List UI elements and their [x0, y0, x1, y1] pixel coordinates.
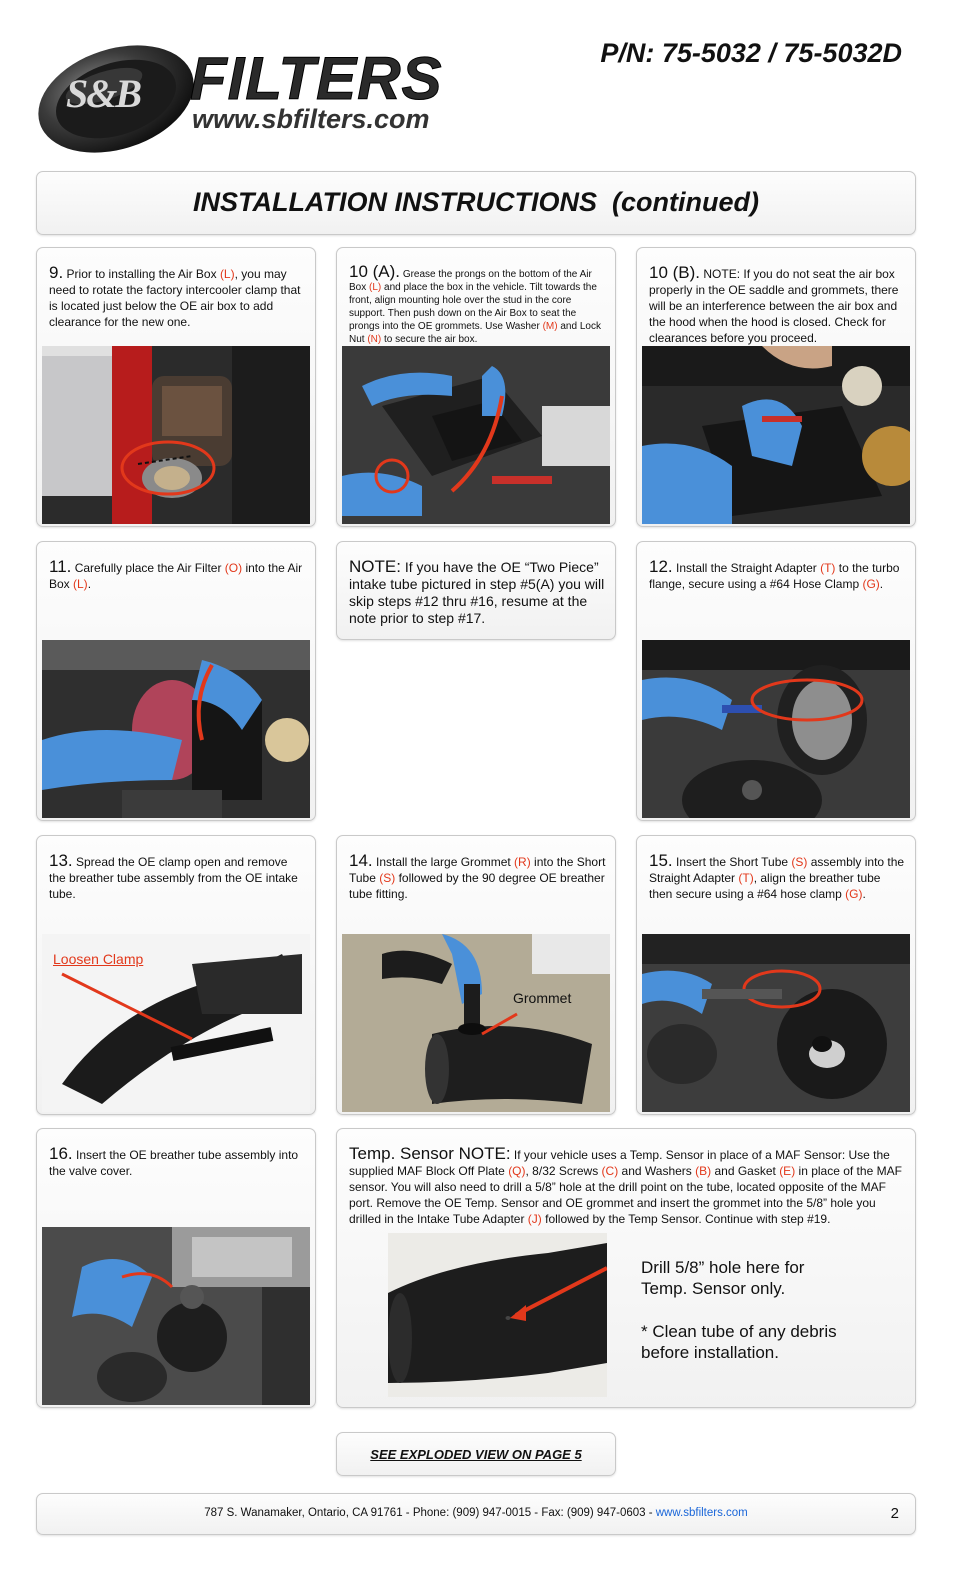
step-16-photo — [42, 1227, 310, 1405]
step-16-card — [36, 1128, 316, 1408]
temp-sensor-text: Temp. Sensor NOTE: If your vehicle uses a Temp. Sensor in place of a MAF Sensor: Use the supplied MAF Block Off Plate (Q), 8/32 Screws (C) and Washers (B) and Gasket (E) in place of the MAF sensor. You will also need to drill a 5/8” hole at the drill point on the tube, located opposite of the MAF port. Remove the OE Temp. Sensor and OE grommet and insert the grommet into the 5/8” hole you drilled in the Intake Tube Adapter (J) followed by the Temp Sensor. Continue with step #19. — [349, 1144, 902, 1226]
title-card — [36, 171, 916, 235]
footer-address: 787 S. Wanamaker, Ontario, CA 91761 - Phone: (909) 947-0015 - Fax: (909) 947-0603 - — [204, 1507, 656, 1519]
logo-monogram: S&B — [66, 71, 141, 116]
temp-sensor-heading: Temp. Sensor NOTE: — [349, 1144, 511, 1163]
step-10a-text: 10 (A). Grease the prongs on the bottom of the Air Box (L) and place the box in the vehicle. Tilt towards the front, align mounting hole over the stud in the core support. Then push down on the Air Box to seat the prongs into the OE grommets. Use Washer (M) and Lock Nut (N) to secure the air box. — [349, 262, 601, 345]
step-15-text: 15. Insert the Short Tube (S) assembly into the Straight Adapter (T), align the breather tube then secure using a #64 hose clamp (G). — [649, 851, 905, 901]
step-number: 10 (A). — [349, 262, 401, 281]
step-15-photo — [642, 934, 910, 1112]
footer-contact — [37, 1507, 915, 1519]
step-13-text: 13. Spread the OE clamp open and remove the breather tube assembly from the OE intake tube. — [49, 851, 298, 901]
step-14-card — [336, 835, 616, 1115]
step-number: 9. — [49, 263, 64, 282]
step-number: 15. — [649, 851, 673, 870]
step-12-text: 12. Install the Straight Adapter (T) to the turbo flange, secure using a #64 Hose Clamp (G). — [649, 557, 900, 591]
temp-sensor-card — [336, 1128, 916, 1408]
step-number: 16. — [49, 1144, 73, 1163]
loosen-clamp-label: Loosen Clamp — [53, 951, 144, 967]
step-10a-photo — [342, 346, 610, 524]
logo-name: FILTERS — [190, 45, 443, 112]
logo-url: www.sbfilters.com — [192, 104, 430, 134]
step-9-text: 9. Prior to installing the Air Box (L), you may need to rotate the factory intercooler clamp that is located just below the OE air box to add clearance for the new one. — [49, 263, 301, 329]
step-number: 14. — [349, 851, 373, 870]
exploded-view-card[interactable] — [336, 1432, 616, 1476]
note-label: NOTE: — [349, 557, 401, 576]
step-14-text: 14. Install the large Grommet (R) into the Short Tube (S) followed by the 90 degree OE breather tube fitting. — [349, 851, 606, 901]
step-10b-photo — [642, 346, 910, 524]
footer — [36, 1493, 916, 1535]
step-11-text: 11. Carefully place the Air Filter (O) into the Air Box (L). — [49, 557, 303, 591]
step-number: 13. — [49, 851, 73, 870]
page-number: 2 — [890, 1505, 899, 1522]
step-9-card — [36, 247, 316, 527]
drill-note: Drill 5/8” hole here for Temp. Sensor only. * Clean tube of any debris before installation. — [641, 1258, 837, 1362]
step-11-card — [36, 541, 316, 821]
step-9-photo — [42, 346, 310, 524]
page-title: INSTALLATION INSTRUCTIONS (continued) — [193, 187, 759, 217]
step-15-card — [636, 835, 916, 1115]
step-number: 11. — [49, 557, 72, 576]
step-12-card — [636, 541, 916, 821]
step-13-photo — [42, 934, 310, 1112]
exploded-view-link[interactable]: SEE EXPLODED VIEW ON PAGE 5 — [370, 1447, 582, 1462]
step-14-photo — [342, 934, 610, 1112]
step-12-photo — [642, 640, 910, 818]
note-card — [336, 541, 616, 640]
step-10b-card — [636, 247, 916, 527]
step-13-card — [36, 835, 316, 1115]
step-11-photo — [42, 640, 310, 818]
step-16-text: 16. Insert the OE breather tube assembly into the valve cover. — [49, 1144, 299, 1178]
step-10a-card — [336, 247, 616, 527]
step-number: 12. — [649, 557, 673, 576]
step-number: 10 (B). — [649, 263, 701, 282]
part-number: P/N: 75-5032 / 75-5032D — [600, 38, 902, 68]
temp-sensor-photo — [388, 1233, 607, 1397]
step-10b-text: 10 (B). NOTE: If you do not seat the air box properly in the OE saddle and grommets, there will be an interference between the air box and the hood when the hood is closed. Check for clearances before you proceed. — [649, 263, 899, 345]
grommet-label: Grommet — [513, 990, 572, 1006]
footer-url[interactable]: www.sbfilters.com — [655, 1507, 748, 1519]
note-text: NOTE: If you have the OE “Two Piece” intake tube pictured in step #5(A) you will skip steps #12 thru #16, resume at the note prior to step #17. — [349, 557, 605, 626]
